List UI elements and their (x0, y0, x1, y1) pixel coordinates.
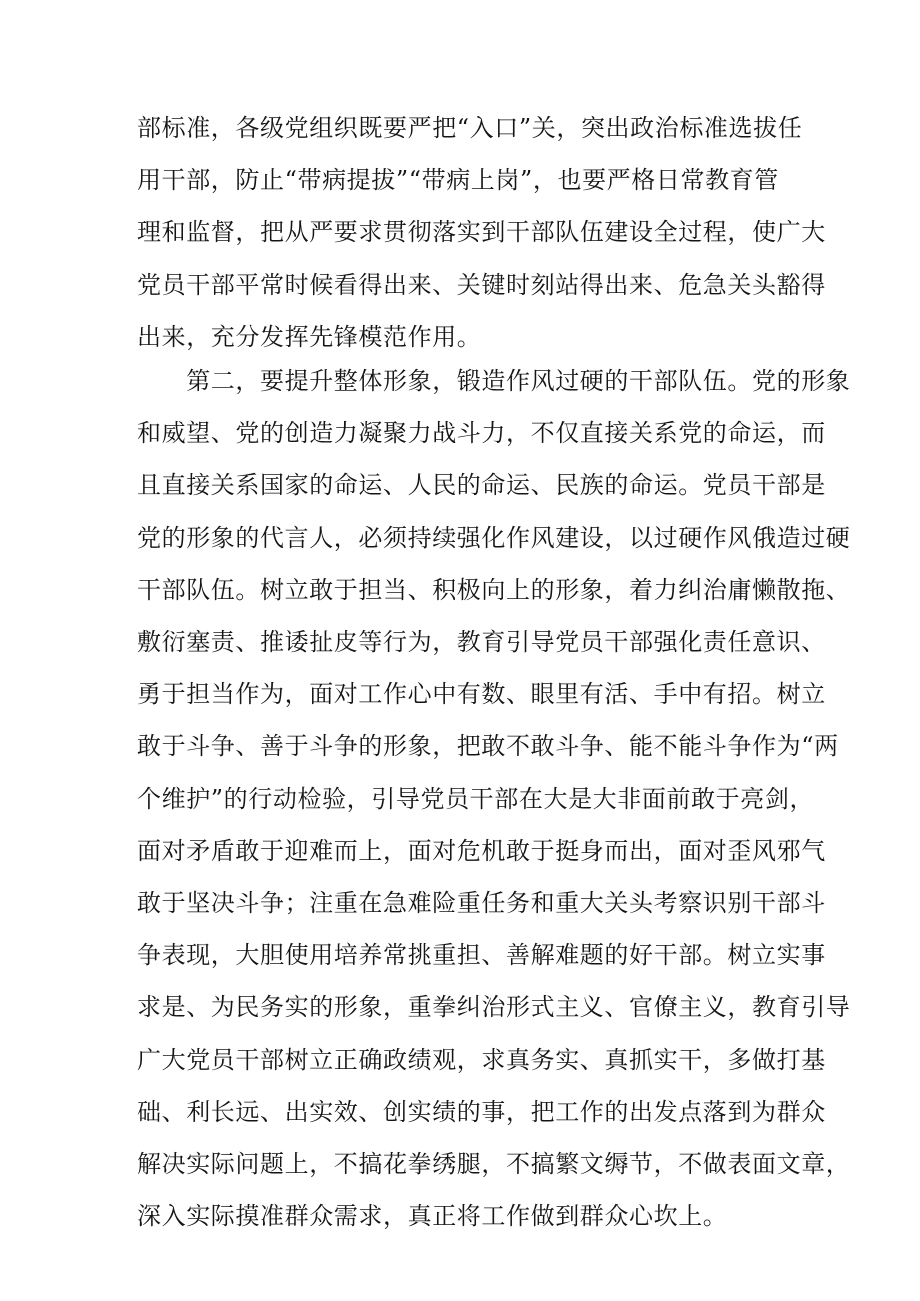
paragraph-line: 理和监督，把从严要求贯彻落实到干部队伍建设全过程，使广大 (137, 218, 826, 247)
paragraph-line: 础、利长远、出实效、创实绩的事，把工作的出发点落到为群众 (137, 1097, 826, 1126)
paragraph-line: 干部队伍。树立敢于担当、积极向上的形象，着力纠治庸懒散拖、 (137, 575, 851, 604)
paragraph-line: 广大党员干部树立正确政绩观，求真务实、真抓实干，多做打基 (137, 1045, 826, 1074)
paragraph-line: 面对矛盾敢于迎难而上，面对危机敢于挺身而出，面对歪风邪气 (137, 836, 826, 865)
paragraph-1-text (137, 102, 826, 363)
paragraph-line: 敷衍塞责、推诿扯皮等行为，教育引导党员干部强化责任意识、 (137, 628, 826, 657)
paragraph-line: 和威望、党的创造力凝聚力战斗力，不仅直接关系党的命运，而 (137, 419, 826, 448)
paragraph-line: 深入实际摸准群众需求，真正将工作做到群众心坎上。 (137, 1202, 728, 1231)
paragraph-line: 个维护”的行动检验，引导党员干部在大是大非面前敢于亮剑， (137, 784, 815, 813)
paragraph-line: 部标准，各级党组织既要严把“入口”关，突出政治标准选拔任 (137, 114, 803, 142)
paragraph-line: 解决实际问题上，不搞花拳绣腿，不搞繁文缛节，不做表面文章， (137, 1150, 851, 1179)
paragraph-line: 党的形象的代言人，必须持续强化作风建设，以过硬作风俄造过硬 (137, 523, 851, 552)
paragraph-line: 用干部，防止“带病提拔”“带病上岗”，也要严格日常教育管 (137, 166, 779, 195)
paragraph-line: 敢于坚决斗争；注重在急难险重任务和重大关头考察识别干部斗 (137, 889, 826, 918)
paragraph-line: 求是、为民务实的形象，重拳纠治形式主义、官僚主义，教育引导 (137, 993, 851, 1022)
paragraph-2-text (137, 355, 851, 1242)
paragraph-line: 出来，充分发挥先锋模范作用。 (137, 322, 482, 351)
paragraph-line: 党员干部平常时候看得出来、关键时刻站得出来、危急关头豁得 (137, 270, 826, 299)
paragraph-2 (137, 355, 851, 1242)
paragraph-line: 第二，要提升整体形象，锻造作风过硬的干部队伍。党的形象 (137, 367, 851, 395)
paragraph-line: 敢于斗争、善于斗争的形象，把敢不敢斗争、能不能斗争作为“两 (137, 732, 839, 761)
paragraph-line: 勇于担当作为，面对工作心中有数、眼里有活、手中有招。树立 (137, 680, 826, 709)
paragraph-line: 争表现，大胆使用培养常挑重担、善解难题的好干部。树立实事 (137, 941, 826, 970)
paragraph-1 (137, 102, 826, 363)
paragraph-line: 且直接关系国家的命运、人民的命运、民族的命运。党员干部是 (137, 471, 826, 500)
